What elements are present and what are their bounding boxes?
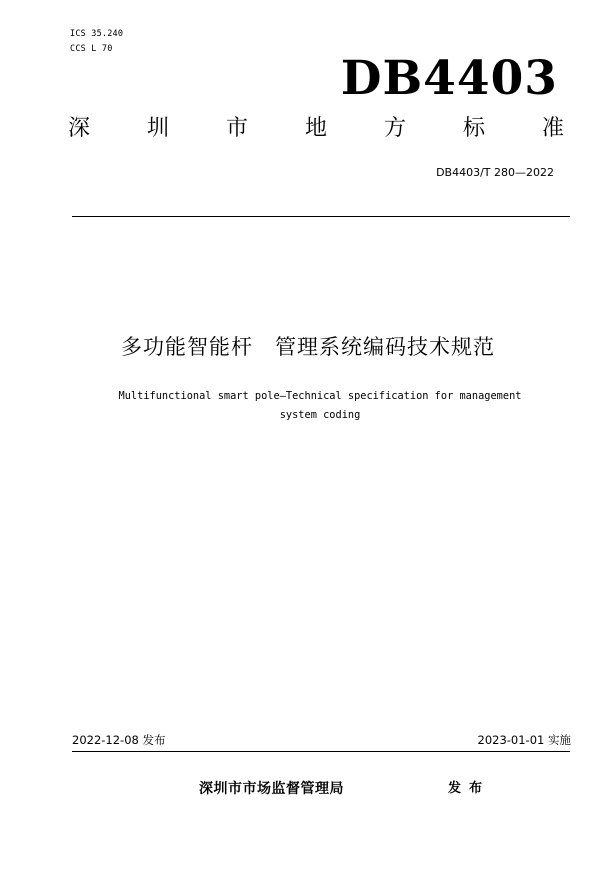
standard-type-char: 方	[383, 116, 406, 141]
standard-code-heading: DB4403	[340, 51, 558, 106]
standard-type-char: 地	[304, 116, 327, 141]
standard-type-char: 标	[462, 116, 485, 141]
issue-date: 2022-12-08 发布	[72, 733, 166, 747]
document-title-chinese: 多功能智能杆 管理系统编码技术规范	[121, 335, 495, 359]
standard-number: DB4403/T 280—2022	[436, 166, 554, 179]
issue-label: 发布	[448, 781, 491, 796]
standard-type-char: 深	[67, 116, 90, 141]
standard-type-char: 市	[225, 116, 248, 141]
implementation-date: 2023-01-01 实施	[477, 733, 571, 747]
standard-type-char: 准	[541, 116, 564, 141]
ccs-code: CCS L 70	[70, 44, 113, 54]
issuing-authority: 深圳市市场监督管理局	[199, 781, 344, 797]
document-title-english: Multifunctional smart pole—Technical specification for management system coding	[118, 390, 522, 421]
top-divider	[72, 216, 570, 217]
ics-code: ICS 35.240	[70, 29, 124, 39]
bottom-divider	[72, 751, 570, 752]
standard-type-char: 圳	[146, 116, 169, 141]
standard-type-title	[66, 118, 566, 140]
